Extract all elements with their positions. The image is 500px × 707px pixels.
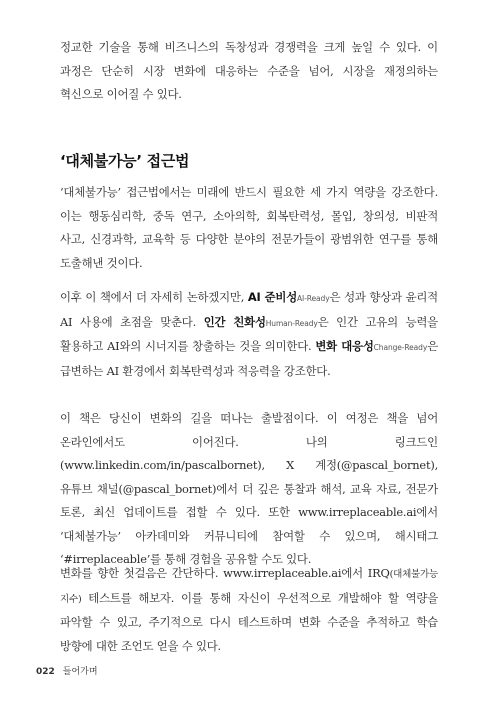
paragraph-readiness-tail: 은 급변하는 AI 환경에서 회복탄력성과 적응력을 강조한다.	[60, 339, 438, 378]
term-change-ready: 변화 대응성	[315, 339, 374, 353]
running-section-title: 들어가며	[62, 667, 98, 677]
page-footer	[36, 664, 98, 677]
paragraph-first-step	[60, 562, 438, 658]
tag-human-ready: Human-Ready	[265, 318, 318, 328]
paragraph-readiness-mid1: 은 성과 향상과 윤리적 AI 사용에 초점을 맞춘다.	[60, 290, 438, 329]
tag-change-ready: Change-Ready	[373, 343, 428, 352]
paragraph-approach: ‘대체불가능’ 접근법에서는 미래에 반드시 필요한 세 가지 역량을 강조한다. 이는 행동심리학, 중독 연구, 소아의학, 회복탄력성, 몰입, 창의성, 비판적 사고, 신경과학, 교육학 등 다양한 분야의 전문가들이 광범위한 연구를 통해 도출해낸 것이다.	[60, 185, 438, 270]
paragraph-first-step-tail: 테스트를 해보자. 이를 통해 자신이 우선적으로 개발해야 할 역량을 파악할 수 있고, 주기적으로 다시 테스트하며 변화 수준을 추적하고 학습 방향에 대한 조언도 얻을 수 있다.	[60, 590, 438, 653]
irq-note: (대체불가능 지수)	[60, 569, 438, 605]
paragraph-online: 이 책은 당신이 변화의 길을 떠나는 출발점이다. 이 여정은 책을 넘어 온라인에서도 이어진다. 나의 링크드인(www.linkedin.com/in/pascalbornet), X 계정(@pascal_bornet), 유튜브 채널(@pascal_bornet)에서 더 깊은 통찰과 해석, 교육 자료, 전문가 토론, 최신 업데이트를 접할 수 있다. 또한 www.irreplaceable.ai에서 ‘대체불가능’ 아카데미와 커뮤니티에 참여할 수 있으며, 해시태그 ‘#irreplaceable’를 통해 경험을 공유할 수도 있다.	[60, 411, 438, 566]
paragraph-first-step-lead: 변화를 향한 첫걸음은 간단하다. www.irreplaceable.ai에서 IRQ	[60, 566, 390, 580]
page-number: 022	[36, 667, 55, 677]
paragraph-readiness-mid2: 은 인간 고유의 능력을 활용하고 AI와의 시너지를 창출하는 것을 의미한다.	[60, 314, 438, 353]
tag-ai-ready: AI-Ready	[297, 294, 330, 303]
paragraph-readiness-lead: 이후 이 책에서 더 자세히 논하겠지만,	[60, 290, 248, 304]
section-heading: ‘대체불가능’ 접근법	[60, 152, 190, 170]
term-human-ready: 인간 친화성	[203, 314, 266, 329]
intro-paragraph: 정교한 기술을 통해 비즈니스의 독창성과 경쟁력을 크게 높일 수 있다. 이 과정은 단순히 시장 변화에 대응하는 수준을 넘어, 시장을 재정의하는 혁신으로 이어질 수 있다.	[60, 40, 438, 101]
paragraph-readiness	[60, 286, 438, 383]
term-ai-ready: AI 준비성	[247, 290, 298, 304]
